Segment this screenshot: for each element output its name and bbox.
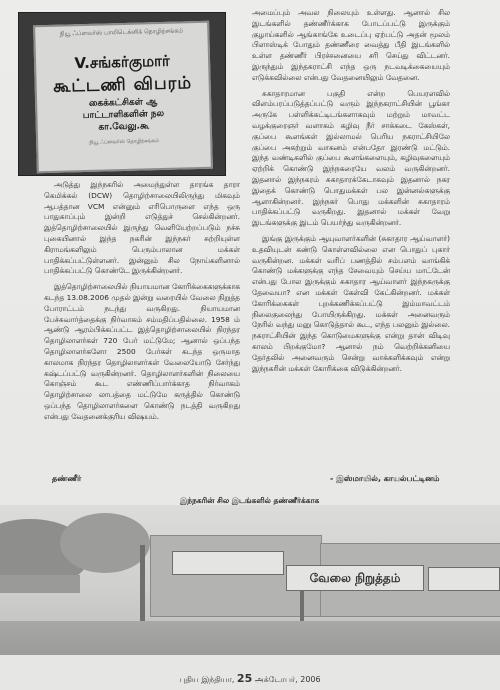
left-paragraph-2: இத்தொழிற்சாலையில் நியாயமான கோரிக்கைகளுக்காக கடந்த 13.08.2006 முதல் இன்று வரையில் வேலை நிறுத்த போராட்டம் நடந்து வருகிறது. நியாயமான பேச்சுவார்த்தைக்கு நிர்வாகம் சம்மதிப்பதில்லை. 1958 ம் ஆண்டு ஆரம்பிக்கப்பட்ட இத்தொழிற்சாலையில் நிரந்தர தொழிலாளர்கள் 720 பேர் மட்டுமே; ஆனால் ஒப்பந்த தொழிலாளர்களோ 2500 பேர்கள் கடந்த ஒருமாத காலமாக நிரந்தர தொழிலாளர்கள் வேலையோடு சேர்ந்து கஷ்டப்பட்டு வருகின்றனர். தொழிலாளர்களின் நிலையை கொஞ்சம் கூட எண்ணிப்பார்க்காத நிர்வாகம் தொழிற்சாலை லாபத்தை மட்டுமே கருத்தில் கொண்டு ஒப்பந்த தொழிலாளர்களை கொண்டு நடத்தி வருகிறது என்பது வேதனைக்குரிய விஷயம். xyxy=(44,282,240,421)
banner-top-line: நியூ ஃப்ளவர்ஸ் பாலிடெக்னிக் தொழிற்சங்கம் xyxy=(59,27,184,38)
banner-line-1: கைக்கட்சிகள் ஆ xyxy=(88,97,158,109)
strike-banner: வேலை நிறுத்தம் xyxy=(286,565,424,591)
road xyxy=(0,621,500,655)
shop-sign-right xyxy=(428,567,500,591)
right-paragraph-2: சுகாதாரமான பகுதி என்ற பெயரளவில் விளம்பரப்படுத்தப்பட்டு வரும் இந்நகராட்சியின் பூங்கா அருகே பள்ளிக்கட்டிடங்களாகவும் மற்றும் மாவட்ட வழக்குரைஞர் வளாகம் கழிவு நீர் சாக்கடை கேஸ்கள், குப்பை கூளங்கள் இல்லாமல் பெரிய நகராட்சியிலே குப்பை அகற்றும் வாகனம் என்பதோ இரண்டு மட்டும். இந்த வண்டிகளில் குப்பை கூளங்களையும், கழிவுகளையும் ஏற்றிக் கொண்டு இந்நகரையே வலம் வருகின்றனர். இதனால் இந்நகரம் சுகாதாரக்கேடாகவும் இதனால் நகர இதைக் கொண்டு பொதுமக்கள் பல இன்னல்களுக்கு ஆளாகின்றனர். இந்நகர் பொது மக்களின் சுகாதாரம் பாதிக்கப்பட்டு வருகிறது. இதனால் மக்கள் வேறு இடங்களுக்கு இடம் பெயர்ந்து வருகின்றனர். xyxy=(252,88,450,228)
page-footer xyxy=(0,672,500,685)
right-paragraph-3: இங்கு இருக்கும் ஆயுவாளர்களின் (சுகாதார ஆய்வாளர்) உதவியுடன் கண்டு கொள்ளவில்லை என பொதுப் புகார் வருகின்றன. மக்கள் வரிப் பணத்தில் சம்பளம் வாங்கிக் கொண்டு மக்களுக்கு எந்த சேவையும் செய்ய மாட்டேன் என்பது போல இருக்கும் சுகாதார ஆய்வாளர் இந்நகருக்கு தேவையா? என மக்கள் கேள்வி கேட்கின்றனர். மக்கள் கோரிக்கைகள் புறக்கணிக்கப்பட்டு இம்மாவட்டம் நிலைகுலைந்து போயிருக்கிறது. மக்கள் அனைவரும் நேரில் வந்து மனு கொடுத்தால் கூட, எந்த பலனும் இல்லை. நகராட்சியின் இந்த கொடுமைகளுக்கு என்று தான் விடிவு காலம் பிறக்குமோ? ஆனால் நம் வெற்றிக்கனியை தேர்தலில் அனைவரும் சென்று வாக்களிக்கவும் என்று இந்நகரின் மக்கள் கோரிக்கை விடுக்கின்றனர். xyxy=(252,233,450,373)
author-byline: - இஸ்மாயில், காயல்பட்டினம் xyxy=(330,474,440,483)
left-paragraph-1: அடுத்து இந்நகரில் அமைந்துள்ள தாரங்க தாரா கெமிக்கல் (DCW) தொழிற்சாலையிலிருந்து மிகவும் ஆபத்தான VCM என்னும் எரிபொருளை எந்த ஒரு பாதுகாப்பும் இன்றி எடுத்துச் செல்கின்றனர். இத்தொழிற்சாலையில் இருந்து வெளியேற்றப்படும் நச்சு புகையினால் இந்த நகரின் இந்நகர் சுற்றியுள்ள கிராமங்களிலும் பெரும்பாலான மக்கள் பாதிக்கப்பட்டுள்ளனர். இன்னும் சில நோய்களினால் பாதிக்கப்பட்டு கொண்டே இருக்கின்றனர். xyxy=(44,180,240,276)
section-byline: தண்ணீர் xyxy=(52,474,82,483)
banner-photo xyxy=(18,12,226,176)
banner-line-2: பாட்டாளிகளின் நல xyxy=(82,108,165,122)
banner-heading: கூட்டணி விபரம் xyxy=(53,73,193,97)
shop-awning xyxy=(0,575,80,593)
banner-name: V.சங்கர்குமார் xyxy=(74,51,170,73)
banner-board xyxy=(33,21,213,174)
banner-line-3: கா.வேலு.கூ xyxy=(98,121,150,133)
shop-sign-left xyxy=(172,551,284,575)
right-column xyxy=(252,8,450,379)
right-paragraph-1: அமைப்பும் அவல நிலையும் உள்ளது. ஆனால் சில இடங்களில் தண்ணீர்க்காக போடப்பட்டு இருக்கும் குழாய்களில் ஆங்காங்கே உடைப்பு ஏற்பட்டு அதன் மூலம் பிளாஸ்டிக் போதும் தண்ணீரை வைத்து பீதி இடங்களில் உள்ள தண்ணீர் பிரச்சனையை சரி செய்து விட்டனர். இருந்தும் இந்தகராட்சி எந்த ஒரு நடவடிக்கையையும் எடுக்கவில்லை என்பது வேதனையிலும் வேதனை. xyxy=(252,8,450,82)
street-photo xyxy=(0,505,500,655)
left-column xyxy=(44,180,240,428)
issue-day: 25 xyxy=(236,672,253,685)
issue-date: அக்டோபர், 2006 xyxy=(254,675,321,684)
tree-shape xyxy=(60,513,150,573)
banner-footer: நியூ ஃப்ளவர்ஸ் தொழிற்சங்கம் xyxy=(89,138,160,146)
magazine-name: புதிய இந்தியா, xyxy=(179,675,235,684)
photo-caption: இந்நகரின் சில இடங்களில் தண்ணீர்க்காக xyxy=(180,496,320,505)
